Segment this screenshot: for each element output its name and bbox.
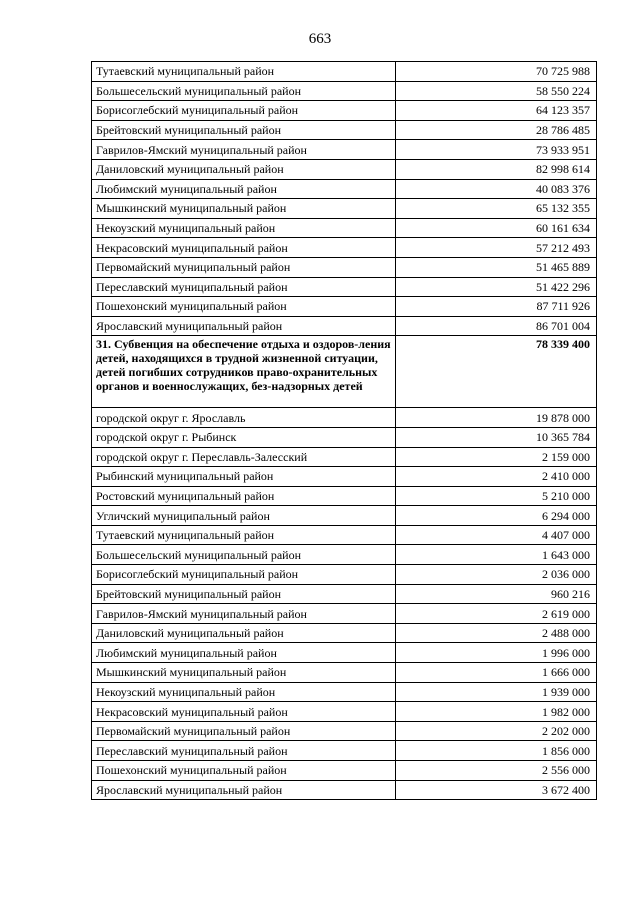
table-row <box>92 297 597 317</box>
table-row <box>92 408 597 428</box>
amount-value: 10 365 784 <box>396 427 597 447</box>
amount-value: 960 216 <box>396 584 597 604</box>
table-row <box>92 643 597 663</box>
amount-value: 1 939 000 <box>396 682 597 702</box>
section-total: 78 339 400 <box>396 336 597 408</box>
table-row <box>92 663 597 683</box>
amount-value: 82 998 614 <box>396 159 597 179</box>
table-row <box>92 565 597 585</box>
district-name: Мышкинский муниципальный район <box>92 199 396 219</box>
district-name: Тутаевский муниципальный район <box>92 62 396 82</box>
table-row <box>92 702 597 722</box>
district-name: Большесельский муниципальный район <box>92 545 396 565</box>
amount-value: 1 856 000 <box>396 741 597 761</box>
district-name: Первомайский муниципальный район <box>92 721 396 741</box>
table-row <box>92 525 597 545</box>
district-name: Борисоглебский муниципальный район <box>92 101 396 121</box>
table-row <box>92 761 597 781</box>
district-name: Мышкинский муниципальный район <box>92 663 396 683</box>
amount-value: 1 643 000 <box>396 545 597 565</box>
district-name: Ярославский муниципальный район <box>92 780 396 800</box>
district-name: Переславский муниципальный район <box>92 741 396 761</box>
amount-value: 5 210 000 <box>396 486 597 506</box>
table-row <box>92 120 597 140</box>
amount-value: 58 550 224 <box>396 81 597 101</box>
district-name: Ростовский муниципальный район <box>92 486 396 506</box>
table-row <box>92 780 597 800</box>
page-number: 663 <box>308 31 332 47</box>
amount-value: 65 132 355 <box>396 199 597 219</box>
district-name: Даниловский муниципальный район <box>92 623 396 643</box>
table-row <box>92 741 597 761</box>
amount-value: 70 725 988 <box>396 62 597 82</box>
district-name: Пошехонский муниципальный район <box>92 761 396 781</box>
amount-value: 64 123 357 <box>396 101 597 121</box>
district-name: Даниловский муниципальный район <box>92 159 396 179</box>
amount-value: 60 161 634 <box>396 218 597 238</box>
amount-value: 73 933 951 <box>396 140 597 160</box>
table-row <box>92 467 597 487</box>
table-row <box>92 62 597 82</box>
district-name: городской округ г. Ярославль <box>92 408 396 428</box>
table-row <box>92 506 597 526</box>
amount-value: 2 202 000 <box>396 721 597 741</box>
district-name: городской округ г. Рыбинск <box>92 427 396 447</box>
table-row <box>92 101 597 121</box>
amount-value: 2 619 000 <box>396 604 597 624</box>
section-title: 31. Субвенция на обеспечение отдыха и оздоров-ления детей, находящихся в трудной жизненной ситуации, детей погибших сотрудников право-охранительных органов и военнослужащих, без-надзорных детей <box>92 336 396 408</box>
amount-value: 1 666 000 <box>396 663 597 683</box>
table-row <box>92 316 597 336</box>
district-name: Любимский муниципальный район <box>92 179 396 199</box>
amount-value: 1 982 000 <box>396 702 597 722</box>
amount-value: 86 701 004 <box>396 316 597 336</box>
amount-value: 40 083 376 <box>396 179 597 199</box>
amount-value: 2 556 000 <box>396 761 597 781</box>
district-name: Брейтовский муниципальный район <box>92 584 396 604</box>
table-row <box>92 277 597 297</box>
section-header-body <box>92 336 597 408</box>
table-row <box>92 682 597 702</box>
table-row <box>92 427 597 447</box>
district-name: городской округ г. Переславль-Залесский <box>92 447 396 467</box>
district-name: Брейтовский муниципальный район <box>92 120 396 140</box>
table-row <box>92 486 597 506</box>
amount-value: 1 996 000 <box>396 643 597 663</box>
table-row <box>92 140 597 160</box>
district-name: Некоузский муниципальный район <box>92 218 396 238</box>
table-row <box>92 545 597 565</box>
amount-value: 2 036 000 <box>396 565 597 585</box>
table-row <box>92 257 597 277</box>
table-row <box>92 179 597 199</box>
amount-value: 2 410 000 <box>396 467 597 487</box>
amount-value: 3 672 400 <box>396 780 597 800</box>
budget-table <box>91 61 597 800</box>
district-name: Большесельский муниципальный район <box>92 81 396 101</box>
section-header-row <box>92 336 597 408</box>
table-row <box>92 218 597 238</box>
amount-value: 51 465 889 <box>396 257 597 277</box>
district-name: Угличский муниципальный район <box>92 506 396 526</box>
amount-value: 51 422 296 <box>396 277 597 297</box>
amount-value: 57 212 493 <box>396 238 597 258</box>
table-row <box>92 584 597 604</box>
amount-value: 2 159 000 <box>396 447 597 467</box>
district-name: Некрасовский муниципальный район <box>92 238 396 258</box>
district-name: Некоузский муниципальный район <box>92 682 396 702</box>
table-body-bottom <box>92 408 597 800</box>
district-name: Ярославский муниципальный район <box>92 316 396 336</box>
district-name: Пошехонский муниципальный район <box>92 297 396 317</box>
table-row <box>92 623 597 643</box>
district-name: Тутаевский муниципальный район <box>92 525 396 545</box>
amount-value: 28 786 485 <box>396 120 597 140</box>
table-row <box>92 159 597 179</box>
table-row <box>92 721 597 741</box>
amount-value: 19 878 000 <box>396 408 597 428</box>
district-name: Гаврилов-Ямский муниципальный район <box>92 140 396 160</box>
district-name: Переславский муниципальный район <box>92 277 396 297</box>
district-name: Борисоглебский муниципальный район <box>92 565 396 585</box>
district-name: Гаврилов-Ямский муниципальный район <box>92 604 396 624</box>
table-row <box>92 604 597 624</box>
district-name: Некрасовский муниципальный район <box>92 702 396 722</box>
district-name: Рыбинский муниципальный район <box>92 467 396 487</box>
table-row <box>92 199 597 219</box>
amount-value: 4 407 000 <box>396 525 597 545</box>
table-row <box>92 447 597 467</box>
table-row <box>92 238 597 258</box>
amount-value: 87 711 926 <box>396 297 597 317</box>
table-body-top <box>92 62 597 336</box>
amount-value: 2 488 000 <box>396 623 597 643</box>
amount-value: 6 294 000 <box>396 506 597 526</box>
district-name: Любимский муниципальный район <box>92 643 396 663</box>
district-name: Первомайский муниципальный район <box>92 257 396 277</box>
table-row <box>92 81 597 101</box>
